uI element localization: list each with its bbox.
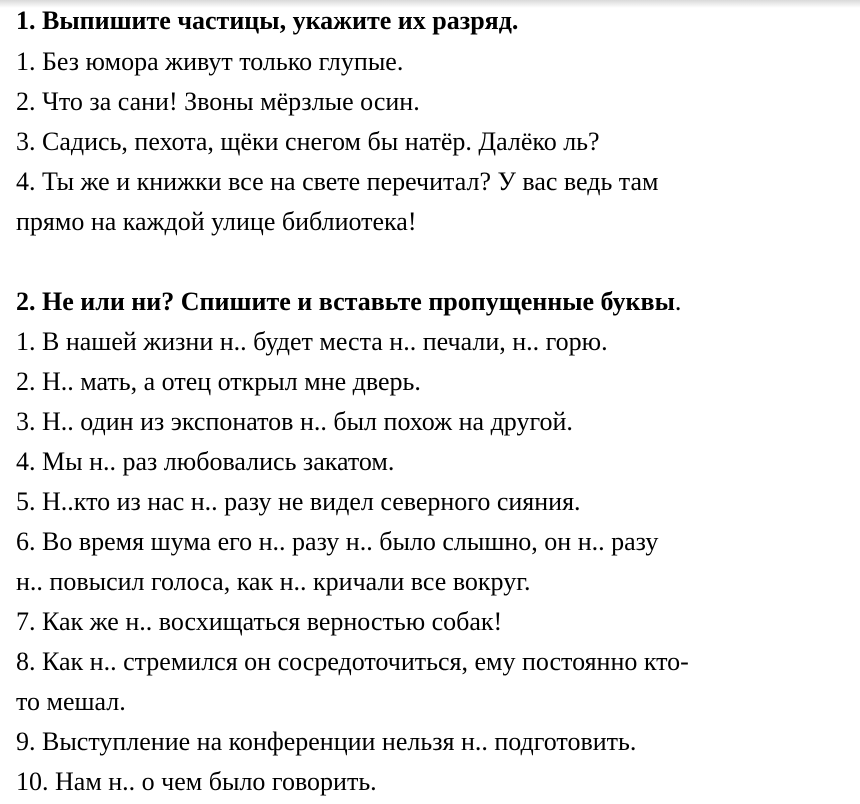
section-1-line: 2. Что за сани! Звоны мёрзлые осин.: [16, 87, 420, 116]
section-2-line: 1. В нашей жизни н.. будет места н.. печали, н.. горю.: [16, 327, 608, 356]
section-2-line: 8. Как н.. стремился он сосредоточиться, ему постоянно кто-: [16, 647, 689, 676]
section-1-title: 1. Выпишите частицы, укажите их разряд.: [16, 6, 519, 35]
section-1-line: 3. Садись, пехота, щёки снегом бы натёр. Далёко ль?: [16, 127, 600, 156]
section-2-line: 10. Нам н.. о чем было говорить.: [16, 767, 377, 796]
exercise-document: [16, 0, 856, 800]
section-2-title-text: 2. Не или ни? Спишите и вставьте пропущенные буквы: [16, 287, 675, 316]
section-2-title: [16, 280, 856, 320]
section-spacer: [16, 240, 856, 280]
section-2-line: то мешал.: [16, 687, 126, 716]
section-2-line: 5. Н..кто из нас н.. разу не видел северного сияния.: [16, 487, 581, 516]
section-1-line: прямо на каждой улице библиотека!: [16, 207, 417, 236]
section-2-line: 6. Во время шума его н.. разу н.. было слышно, он н.. разу: [16, 527, 659, 556]
section-2-line: н.. повысил голоса, как н.. кричали все вокруг.: [16, 567, 531, 596]
section-2-line: 3. Н.. один из экспонатов н.. был похож на другой.: [16, 407, 573, 436]
section-1-line: 1. Без юмора живут только глупые.: [16, 47, 404, 76]
section-2-line: 4. Мы н.. раз любовались закатом.: [16, 447, 395, 476]
section-2-title-period: .: [674, 287, 682, 316]
section-2-line: 2. Н.. мать, а отец открыл мне дверь.: [16, 367, 421, 396]
section-2-line: 9. Выступление на конференции нельзя н.. подготовить.: [16, 727, 637, 756]
section-2-line: 7. Как же н.. восхищаться верностью собак!: [16, 607, 503, 636]
section-1-line: 4. Ты же и книжки все на свете перечитал? У вас ведь там: [16, 167, 659, 196]
